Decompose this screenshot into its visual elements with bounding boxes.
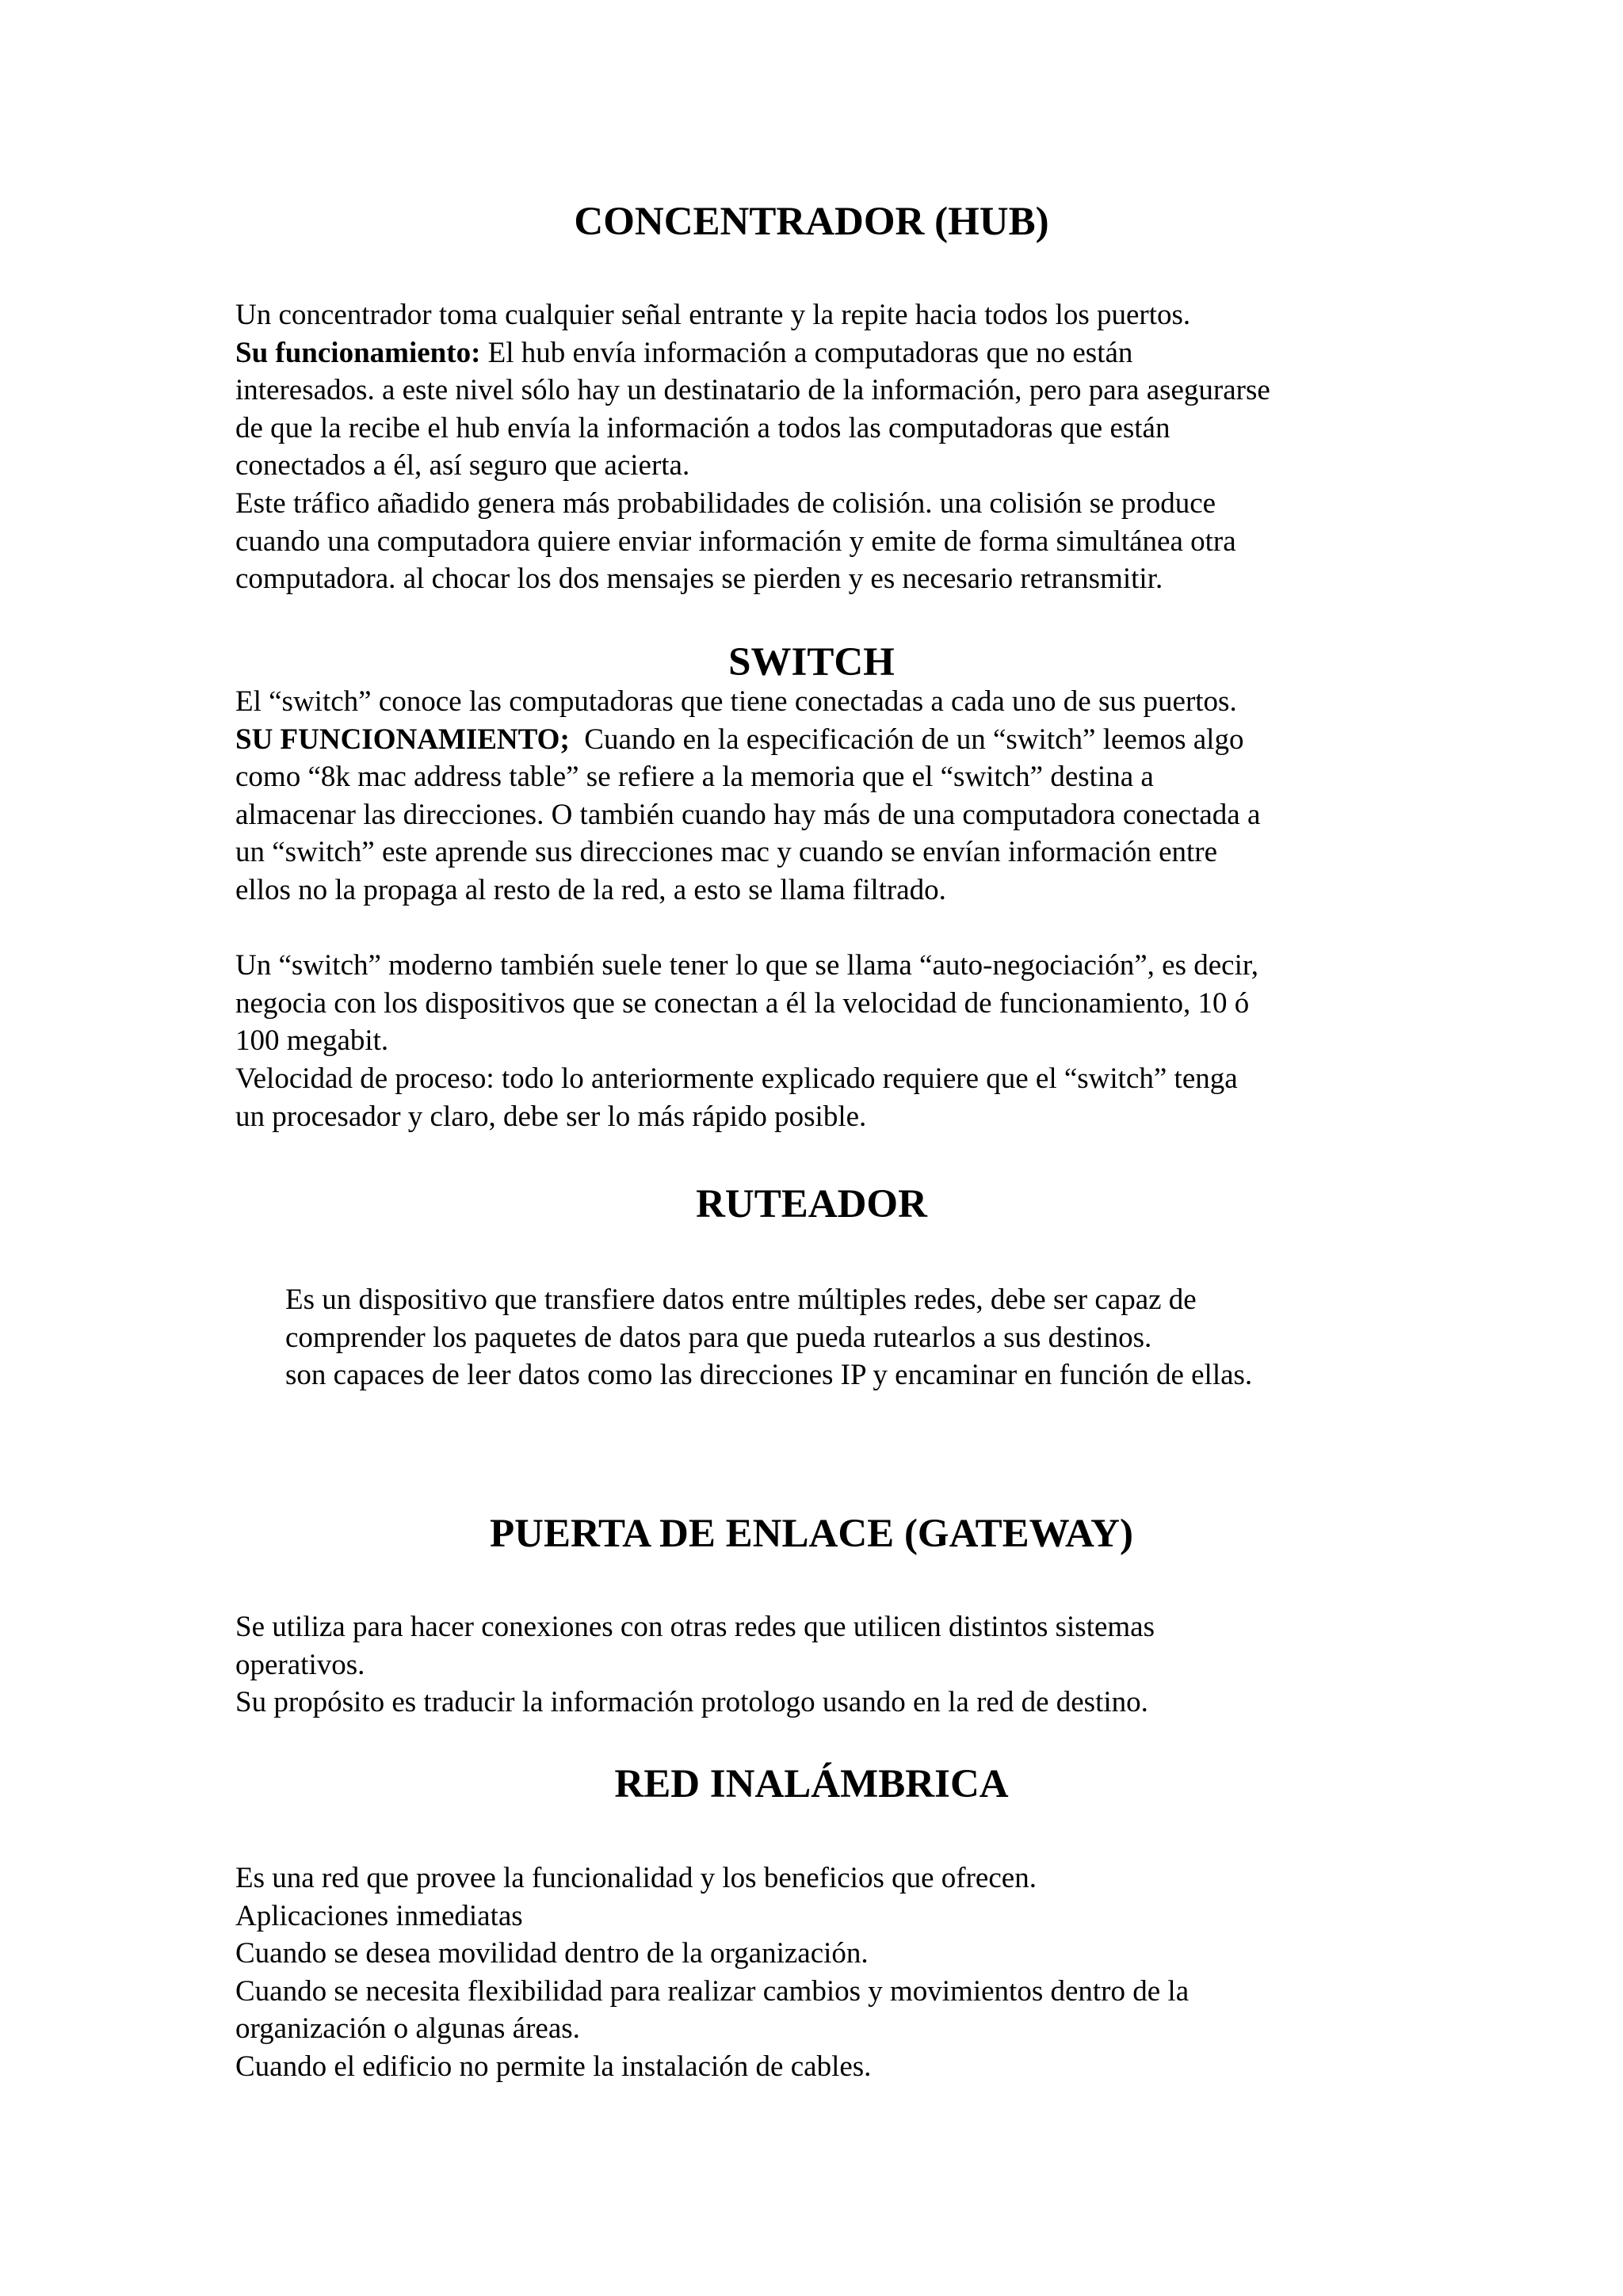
text-line: comprender los paquetes de datos para que pueda rutearlos a sus destinos. [285, 1321, 1152, 1354]
section-gateway-body [235, 1608, 1424, 1722]
text-line: Un “switch” moderno también suele tener lo que se llama “auto-negociación”, es decir, [235, 949, 1258, 982]
bold-label: Su funcionamiento: [235, 336, 481, 369]
section-wireless-body [235, 1859, 1424, 2086]
text-line [235, 910, 1424, 948]
text-line: cuando una computadora quiere enviar información y emite de forma simultánea otra [235, 524, 1236, 558]
heading-gateway: PUERTA DE ENLACE (GATEWAY) [490, 1512, 1133, 1556]
text-line: Un concentrador toma cualquier señal entrante y la repite hacia todos los puertos. [235, 299, 1191, 331]
text-line: conectados a él, así seguro que acierta. [235, 449, 690, 482]
text-line: almacenar las direcciones. O también cuando hay más de una computadora conectada a [235, 798, 1261, 831]
text-line: interesados. a este nivel sólo hay un destinatario de la información, pero para asegurarse [235, 374, 1270, 407]
heading-router: RUTEADOR [696, 1182, 927, 1226]
text-line: operativos. [235, 1648, 365, 1681]
text-line [235, 334, 1424, 372]
text-line: Se utiliza para hacer conexiones con otras redes que utilicen distintos sistemas [235, 1611, 1155, 1643]
heading-switch: SWITCH [728, 640, 895, 685]
section-switch-body [235, 683, 1424, 1135]
heading-hub: CONCENTRADOR (HUB) [574, 200, 1049, 244]
text-line: Es una red que provee la funcionalidad y los beneficios que ofrecen. [235, 1862, 1037, 1894]
text-line: Su propósito es traducir la información protologo usando en la red de destino. [235, 1686, 1148, 1719]
heading-wireless: RED INALÁMBRICA [614, 1762, 1009, 1806]
section-router-body [285, 1281, 1474, 1394]
text-line: Cuando se desea movilidad dentro de la organización. [235, 1937, 869, 1970]
text-line: un “switch” este aprende sus direcciones mac y cuando se envían información entre [235, 836, 1218, 869]
text-line [235, 721, 1424, 759]
text-line: son capaces de leer datos como las direcciones IP y encaminar en función de ellas. [285, 1359, 1253, 1392]
text-line: Este tráfico añadido genera más probabilidades de colisión. una colisión se produce [235, 486, 1216, 520]
text-line: Velocidad de proceso: todo lo anteriormente explicado requiere que el “switch” tenga [235, 1062, 1238, 1095]
text-line: El “switch” conoce las computadoras que tiene conectadas a cada uno de sus puertos. [235, 685, 1237, 718]
text-line: Cuando se necesita flexibilidad para realizar cambios y movimientos dentro de la [235, 1974, 1190, 2008]
text-line: Aplicaciones inmediatas [235, 1899, 523, 1932]
text-line: 100 megabit. [235, 1024, 389, 1058]
text-line: Cuando el edificio no permite la instalación de cables. [235, 2050, 872, 2083]
text-line: organización o algunas áreas. [235, 2012, 580, 2046]
line-text: El hub envía información a computadoras que no están [480, 336, 1133, 369]
line-text: Cuando en la especificación de un “switch” leemos algo [569, 723, 1244, 756]
text-line: un procesador y claro, debe ser lo más rápido posible. [235, 1100, 867, 1133]
bold-label: SU FUNCIONAMIENTO; [235, 723, 570, 756]
section-hub-body [235, 296, 1424, 598]
text-line: como “8k mac address table” se refiere a la memoria que el “switch” destina a [235, 761, 1154, 794]
text-line: de que la recibe el hub envía la información a todos las computadoras que están [235, 411, 1170, 444]
text-line: ellos no la propaga al resto de la red, a esto se llama filtrado. [235, 873, 946, 906]
text-line: computadora. al chocar los dos mensajes se pierden y es necesario retransmitir. [235, 563, 1163, 596]
text-line: Es un dispositivo que transfiere datos entre múltiples redes, debe ser capaz de [285, 1283, 1197, 1316]
text-line: negocia con los dispositivos que se conectan a él la velocidad de funcionamiento, 10 ó [235, 986, 1250, 1020]
